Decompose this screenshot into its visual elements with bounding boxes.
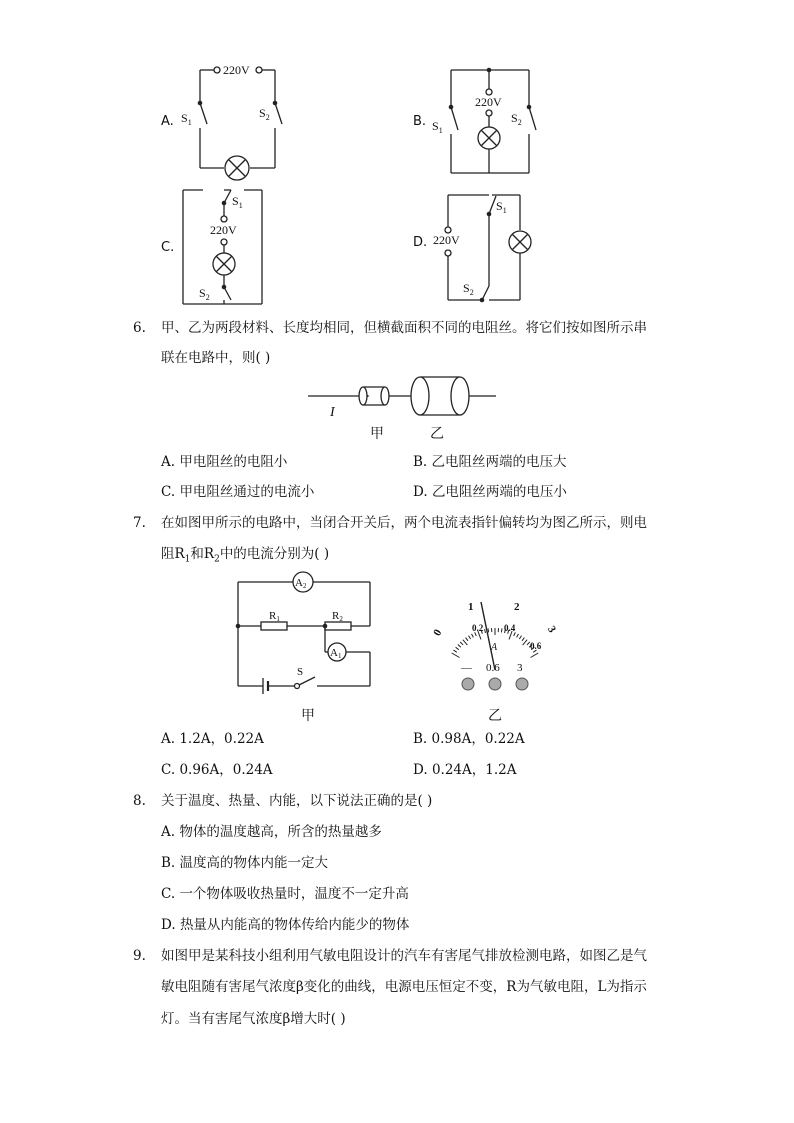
option-text: 0.24A，1.2A	[431, 762, 517, 778]
option-letter: C.	[161, 886, 176, 902]
q9-stem-line1: 如图甲是某科技小组利用气敏电阻设计的汽车有害尾气排放检测电路，如图乙是气	[161, 948, 647, 964]
q5-option-b-label: B.	[413, 114, 427, 129]
switch-icon	[299, 677, 315, 685]
q8-number: 8.	[133, 793, 146, 809]
option-letter: A.	[161, 454, 176, 470]
dial-tick	[472, 634, 474, 638]
option-text: 温度高的物体内能一定大	[179, 855, 329, 871]
q6-current-label: I	[330, 405, 335, 420]
scale-0-6: 0.6	[530, 641, 542, 651]
q5b-s2: $S_2$	[511, 111, 522, 127]
dial-tick	[488, 628, 489, 632]
q6-number: 6.	[133, 320, 146, 336]
dial-tick	[456, 647, 459, 649]
q5a-s2: $S_2$	[259, 106, 270, 122]
option-letter: C.	[161, 484, 176, 500]
meter-needle	[481, 602, 495, 670]
q8-option-a[interactable]	[161, 822, 382, 842]
meter-unit: A	[491, 642, 498, 653]
q7-stem-line1: 在如图甲所示的电路中，当闭合开关后，两个电流表指针偏转均为图乙所示，则电	[161, 515, 647, 531]
option-letter: A.	[161, 824, 176, 840]
q5-option-a-label: A.	[161, 114, 174, 129]
option-text: 0.96A，0.24A	[179, 762, 273, 778]
q5c-s1: $S_1$	[232, 194, 243, 210]
terminal-06: 0.6	[486, 662, 500, 674]
dial-tick	[519, 636, 521, 639]
q7-figures	[225, 570, 575, 730]
q6-figure	[300, 370, 500, 446]
q7-r2-label: R2	[332, 610, 343, 623]
terminal-neg: —	[461, 662, 472, 674]
terminal-knob	[462, 678, 474, 690]
dial-tick	[458, 645, 461, 648]
q7-number: 7.	[133, 515, 146, 531]
q7-option-d[interactable]	[413, 760, 516, 780]
q9-stem-line2: 敏电阻随有害尾气浓度β变化的曲线，电源电压恒定不变，R为气敏电阻，L为指示	[161, 979, 647, 995]
q8-option-b[interactable]	[161, 853, 328, 873]
dial-tick	[466, 638, 468, 641]
q5-circuit-d	[445, 195, 531, 300]
dial-tick	[463, 640, 467, 645]
q5b-s1: $S_1$	[432, 119, 443, 135]
option-text: 乙电阻丝两端的电压大	[431, 454, 567, 470]
dial-tick	[485, 629, 486, 633]
q6-option-b[interactable]	[413, 452, 567, 472]
q6-jia-label: 甲	[370, 427, 384, 442]
q5-circuit-b	[451, 70, 536, 173]
q5c-s2: $S_2$	[199, 286, 210, 302]
terminal-knob	[489, 678, 501, 690]
q6-option-d[interactable]	[413, 482, 567, 502]
q7-option-c[interactable]	[161, 760, 273, 780]
option-text: 0.98A，0.22A	[431, 731, 525, 747]
q8-option-c[interactable]	[161, 884, 409, 904]
q9-stem-line3: 灯。当有害尾气浓度β增大时( )	[161, 1011, 346, 1027]
q7-a2-label: A2	[295, 577, 307, 590]
option-letter: A.	[161, 731, 176, 747]
q6-stem-line1: 甲、乙为两段材料、长度均相同，但横截面积不同的电阻丝。将它们按如图所示串	[161, 320, 647, 336]
option-text: 热量从内能高的物体传给内能少的物体	[179, 917, 410, 933]
q7-option-a[interactable]	[161, 729, 264, 749]
terminal-3: 3	[517, 662, 523, 674]
dial-tick	[501, 628, 502, 632]
scale-0-2: 0.2	[472, 623, 484, 633]
dial-tick	[469, 636, 471, 639]
dial-tick	[517, 634, 519, 638]
q6-option-c[interactable]	[161, 482, 314, 502]
scale-3: 3	[544, 624, 559, 635]
option-letter: D.	[413, 484, 428, 500]
q6-yi-label: 乙	[430, 427, 444, 442]
q5-circuit-a	[200, 67, 282, 180]
scale-0-4: 0.4	[504, 623, 516, 633]
option-text: 物体的温度越高，所含的热量越多	[179, 824, 382, 840]
q7-stem-line2: 阻$R_1$和$R_2$中的电流分别为( )	[161, 546, 330, 565]
resistor-r1	[261, 622, 287, 630]
q9-number: 9.	[133, 948, 146, 964]
q5d-s2: $S_2$	[463, 281, 474, 297]
q7-switch-label: S	[297, 666, 304, 678]
q7-circuit-jia	[238, 572, 370, 694]
q7-meter-dial	[431, 601, 558, 690]
q5a-voltage: 220V	[223, 63, 250, 77]
q5d-s1: $S_1$	[496, 199, 507, 215]
option-letter: B.	[413, 731, 428, 747]
option-text: 乙电阻丝两端的电压小	[431, 484, 567, 500]
terminal-knob	[516, 678, 528, 690]
resistor-r2	[325, 622, 351, 630]
dial-tick	[454, 650, 457, 652]
option-text: 甲电阻丝的电阻小	[179, 454, 288, 470]
q7-caption-jia: 甲	[301, 709, 315, 724]
option-letter: B.	[161, 855, 176, 871]
option-text: 甲电阻丝通过的电流小	[179, 484, 315, 500]
q6-option-a[interactable]	[161, 452, 287, 472]
scale-0: 0	[431, 627, 445, 639]
option-text: 1.2A，0.22A	[179, 731, 264, 747]
q8-stem: 关于温度、热量、内能，以下说法正确的是( )	[161, 793, 433, 809]
q7-r1-label: R1	[269, 610, 280, 623]
q5c-voltage: 220V	[210, 223, 237, 237]
scale-2: 2	[514, 601, 520, 613]
dial-tick	[452, 653, 460, 658]
option-text: 一个物体吸收热量时，温度不一定升高	[179, 886, 409, 902]
scale-1: 1	[468, 601, 474, 613]
q5-option-d-label: D.	[413, 235, 428, 250]
q5-circuit-diagrams	[0, 0, 794, 320]
q5a-s1: $S_1$	[181, 111, 192, 127]
option-letter: D.	[161, 917, 176, 933]
q5-option-c-label: C.	[161, 240, 175, 255]
q6-stem-line2: 联在电路中，则( )	[161, 350, 271, 366]
q7-caption-yi: 乙	[488, 709, 502, 724]
option-letter: B.	[413, 454, 428, 470]
option-letter: D.	[413, 762, 428, 778]
q7-a1-label: A1	[330, 647, 342, 660]
dial-tick	[460, 642, 463, 645]
option-letter: C.	[161, 762, 176, 778]
q7-option-b[interactable]	[413, 729, 525, 749]
dial-tick	[522, 638, 524, 641]
q5d-voltage: 220V	[433, 233, 460, 247]
dial-tick	[523, 640, 527, 645]
dial-tick	[531, 653, 539, 658]
q8-option-d[interactable]	[161, 915, 409, 935]
q5b-voltage: 220V	[475, 95, 502, 109]
